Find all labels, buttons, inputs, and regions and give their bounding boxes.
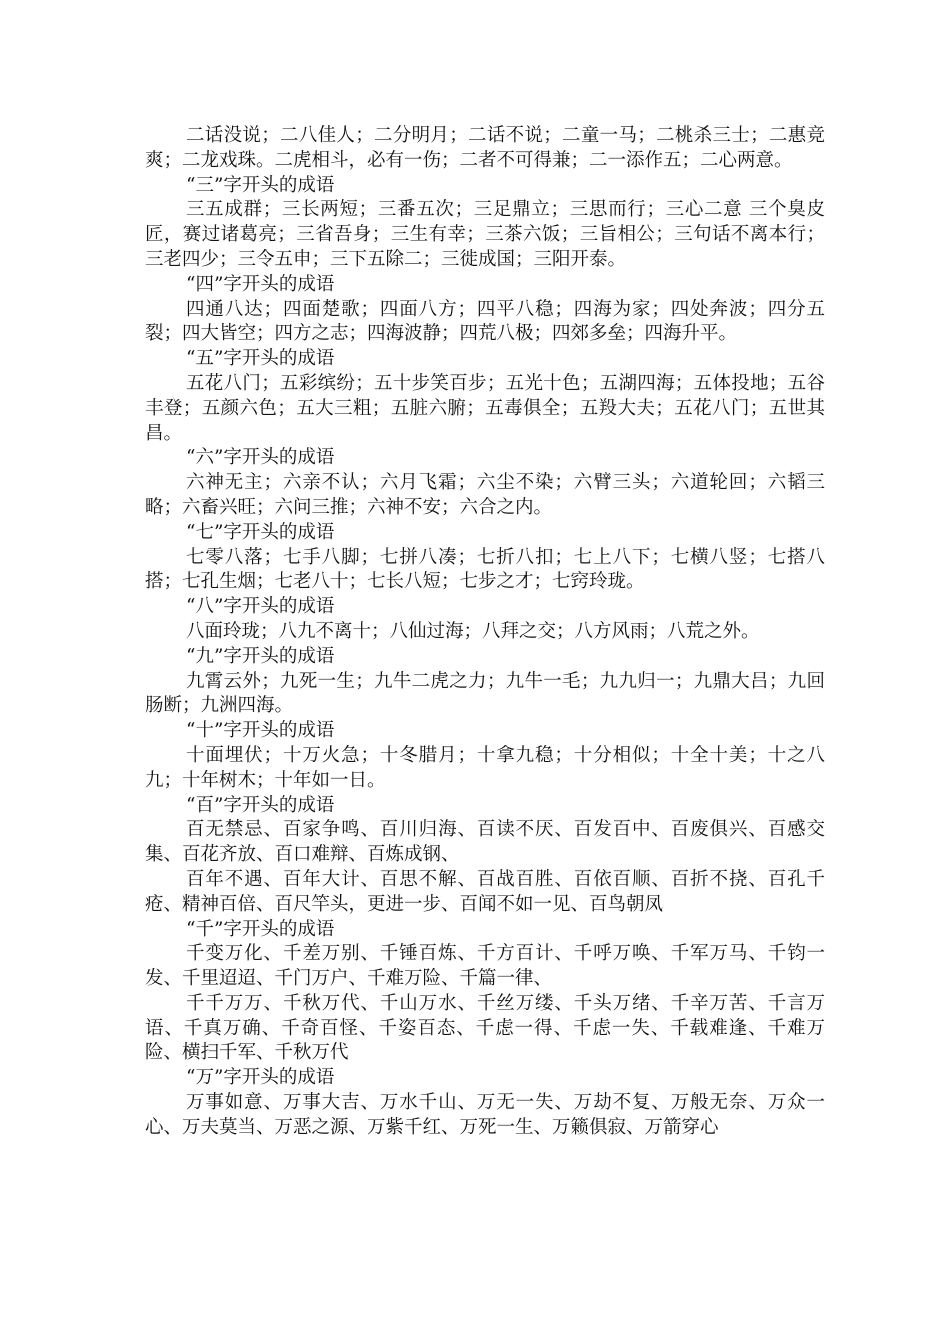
idioms-qi-paragraph: 七零八落；七手八脚；七拼八凑；七折八扣；七上八下；七横八竖；七搭八搭；七孔生烟；七老八十；七长八短；七步之才；七窍玲珑。 (145, 546, 825, 593)
heading-wan: “万”字开头的成语 (186, 1067, 335, 1089)
heading-bai: “百”字开头的成语 (186, 794, 335, 816)
idioms-shi-paragraph: 十面埋伏；十万火急；十冬腊月；十拿九稳；十分相似；十全十美；十之八九；十年树木；十年如一日。 (145, 744, 825, 791)
heading-liu: “六”字开头的成语 (186, 447, 335, 469)
heading-shi: “十”字开头的成语 (186, 720, 335, 742)
idioms-wu-paragraph: 五花八门；五彩缤纷；五十步笑百步；五光十色；五湖四海；五体投地；五谷丰登；五颜六色；五大三粗；五脏六腑；五毒俱全；五羖大夫；五花八门；五世其昌。 (145, 372, 825, 444)
heading-qi: “七”字开头的成语 (186, 521, 335, 543)
heading-wu: “五”字开头的成语 (186, 348, 335, 370)
heading-jiu: “九”字开头的成语 (186, 645, 335, 667)
idioms-bai-paragraph-1: 百无禁忌、百家争鸣、百川归海、百读不厌、百发百中、百废俱兴、百感交集、百花齐放、百口难辩、百炼成钢、 (145, 819, 825, 866)
idioms-si-paragraph: 四通八达；四面楚歌；四面八方；四平八稳；四海为家；四处奔波；四分五裂；四大皆空；四方之志；四海波静；四荒八极；四郊多垒；四海升平。 (145, 298, 825, 345)
idioms-san-paragraph: 三五成群；三长两短；三番五次；三足鼎立；三思而行；三心二意 三个臭皮匠，赛过诸葛亮；三省吾身；三生有幸；三茶六饭；三旨相公；三句话不离本行；三老四少；三令五申；三下五除二；三徙成国；三阳开泰。 (145, 199, 825, 270)
document-page (145, 124, 825, 1141)
idioms-ba-paragraph: 八面玲珑；八九不离十；八仙过海；八拜之交；八方风雨；八荒之外。 (186, 620, 760, 642)
idioms-qian-paragraph-1: 千变万化、千差万别、千锤百炼、千方百计、千呼万唤、千军万马、千钧一发、千里迢迢、千门万户、千难万险、千篇一律、 (145, 943, 825, 990)
idioms-liu-paragraph: 六神无主；六亲不认；六月飞霜；六尘不染；六臂三头；六道轮回；六韬三略；六畜兴旺；六问三推；六神不安；六合之内。 (145, 472, 825, 518)
heading-si: “四”字开头的成语 (186, 273, 335, 295)
idioms-er-paragraph: 二话没说；二八佳人；二分明月；二话不说；二童一马；二桃杀三士；二惠竞爽；二龙戏珠。二虎相斗，必有一伤；二者不可得兼；二一添作五；二心两意。 (145, 125, 825, 171)
idioms-wan-paragraph: 万事如意、万事大吉、万水千山、万无一失、万劫不复、万般无奈、万众一心、万夫莫当、万恶之源、万紫千红、万死一生、万籁俱寂、万箭穿心 (145, 1092, 825, 1138)
heading-qian: “千”字开头的成语 (186, 918, 335, 940)
idioms-qian-paragraph-2: 千千万万、千秋万代、千山万水、千丝万缕、千头万绪、千辛万苦、千言万语、千真万确、千奇百怪、千姿百态、千虑一得、千虑一失、千载难逢、千难万险、横扫千军、千秋万代 (145, 992, 825, 1064)
heading-san: “三”字开头的成语 (186, 174, 335, 196)
idioms-jiu-paragraph: 九霄云外；九死一生；九牛二虎之力；九牛一毛；九九归一；九鼎大吕；九回肠断；九洲四海。 (145, 670, 825, 717)
heading-ba: “八”字开头的成语 (186, 596, 335, 618)
idioms-bai-paragraph-2: 百年不遇、百年大计、百思不解、百战百胜、百依百顺、百折不挠、百孔千疮、精神百倍、百尺竿头，更进一步、百闻不如一见、百鸟朝凤 (145, 868, 825, 915)
